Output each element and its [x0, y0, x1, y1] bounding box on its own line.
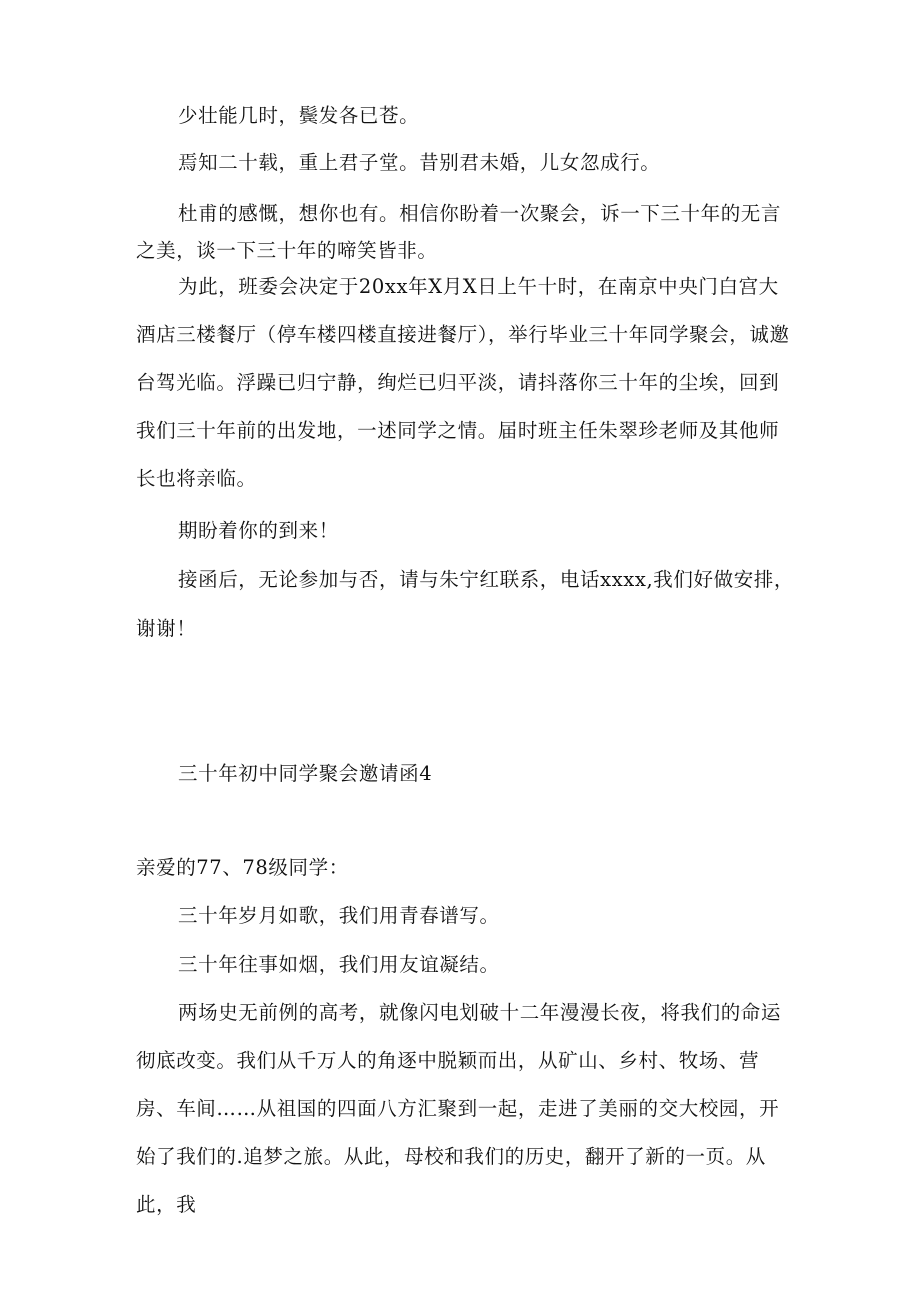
salutation: 亲爱的77、78级同学：	[136, 856, 349, 879]
paragraph-history: 两场史无前例的高考，就像闪电划破十二年漫漫长夜，将我们的命运彻底改变。我们从千万人的角逐中脱颖而出，从矿山、乡村、牧场、营房、车间……从祖国的四面八方汇聚到一起，走进了美丽的交大校园，开始了我们的.追梦之旅。从此，母校和我们的历史，翻开了新的一页。从此，我	[136, 1001, 782, 1216]
poem-line-1: 少壮能几时，鬓发各已苍。	[178, 104, 420, 127]
line-song: 三十年岁月如歌，我们用青春谱写。	[178, 904, 500, 927]
paragraph-expect: 期盼着你的到来！	[178, 519, 339, 542]
paragraph-invitation: 为此，班委会决定于20xx年X月X日上午十时，在南京中央门白宫大酒店三楼餐厅（停车楼四楼直接进餐厅），举行毕业三十年同学聚会，诚邀台驾光临。浮躁已归宁静，绚烂已归平淡，请抖落你三十年的尘埃，回到我们三十年前的出发地，一述同学之情。届时班主任朱翠珍老师及其他师长也将亲临。	[136, 275, 790, 490]
paragraph-thanks: 谢谢！	[136, 617, 197, 640]
line-smoke: 三十年往事如烟，我们用友谊凝结。	[178, 953, 500, 976]
paragraph-dufu: 杜甫的感慨，想你也有。相信你盼着一次聚会，诉一下三十年的无言之美，谈一下三十年的啼笑皆非。	[136, 202, 782, 262]
section-title: 三十年初中同学聚会邀请函4	[178, 762, 433, 785]
paragraph-contact: 接函后，无论参加与否，请与朱宁红联系，电话xxxx,我们好做安排，	[178, 568, 794, 591]
poem-line-2: 焉知二十载，重上君子堂。昔别君未婚，儿女忽成行。	[178, 151, 661, 174]
